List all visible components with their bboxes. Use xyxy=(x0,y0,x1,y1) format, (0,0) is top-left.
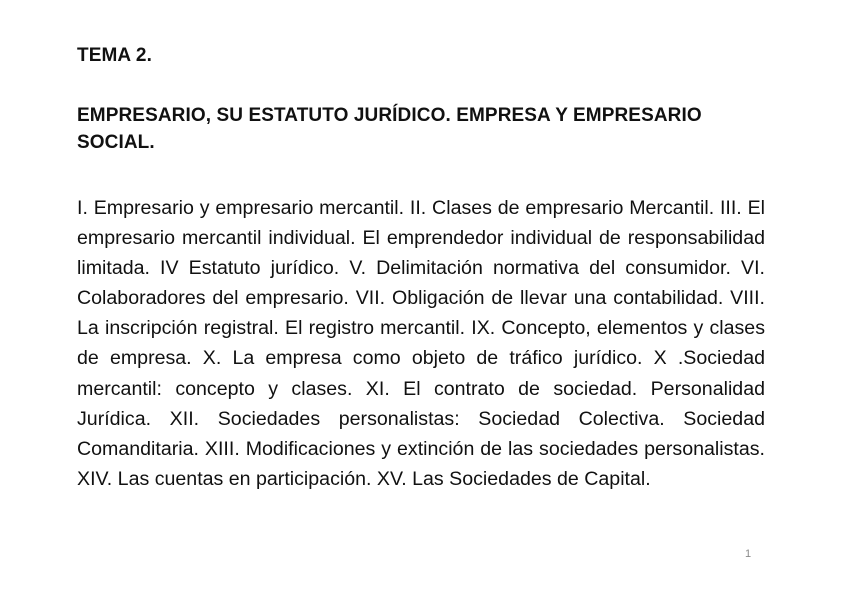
page-number: 1 xyxy=(744,548,752,560)
slide-subtitle: EMPRESARIO, SU ESTATUTO JURÍDICO. EMPRESA Y EMPRESARIO SOCIAL. xyxy=(77,105,702,153)
slide-title: TEMA 2. xyxy=(77,45,152,66)
slide-body-text: I. Empresario y empresario mercantil. II. Clases de empresario Mercantil. III. El empresario mercantil individual. El emprendedor individual de responsabilidad limitada. IV Estatuto jurídico. V. Delimitación normativa del consumidor. VI. Colaboradores del empresario. VII. Obligación de llevar una contabilidad. VIII. La inscripción registral. El registro mercantil. IX. Concepto, elementos y clases de empresa. X. La empresa como objeto de tráfico jurídico. X .Sociedad mercantil: concepto y clases. XI. El contrato de sociedad. Personalidad Jurídica. XII. Sociedades personalistas: Sociedad Colectiva. Sociedad Comanditaria. XIII. Modificaciones y extinción de las sociedades personalistas. XIV. Las cuentas en participación. XV. Las Sociedades de Capital. xyxy=(77,197,765,490)
